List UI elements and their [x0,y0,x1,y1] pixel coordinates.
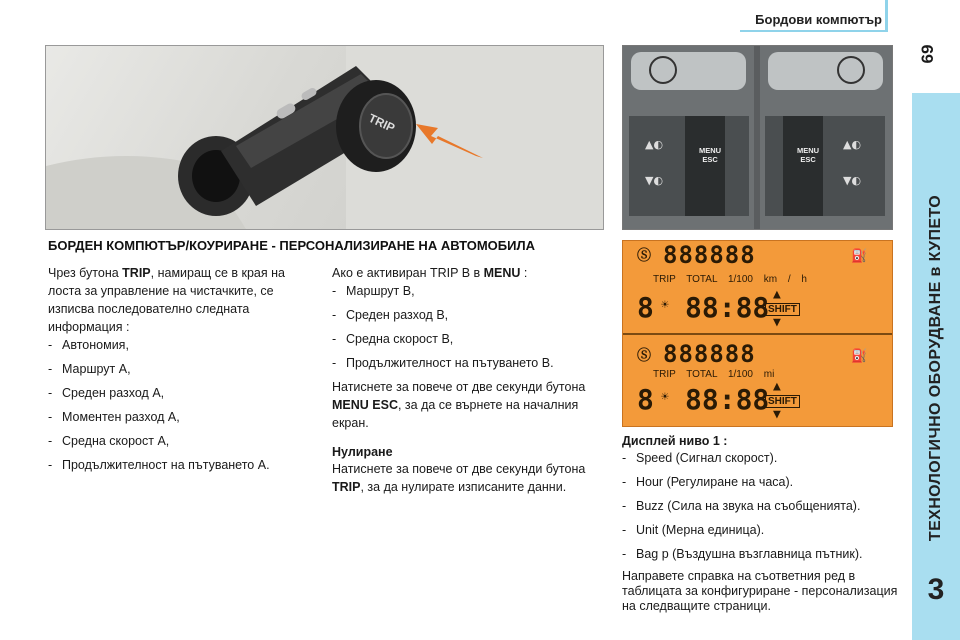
svg-text:▼◐: ▼◐ [843,174,862,187]
svg-text:▲◐: ▲◐ [645,138,664,151]
list-item: - Buzz (Сила на звука на съобщенията). [622,497,902,515]
display-level-heading: Дисплей ниво 1 : [622,434,728,448]
header-tick [885,0,888,32]
column-right [622,433,902,614]
label-trip-2: TRIP [653,369,676,380]
menu-esc-keyword: MENU ESC [332,398,398,412]
trip-keyword-2: TRIP [332,480,361,494]
light-icon: ☀ [661,298,669,313]
list-item: - Продължителност на пътуването А. [48,456,303,474]
reset-instruction: Натиснете за повече от две секунди бутона TRIP, за да нулирате изписаните данни. [332,462,586,494]
arrow-down-icon-2: ▼ [773,407,781,422]
shift-label-2: SHIFT [765,395,800,408]
label-units: 1/100 km / h [727,274,807,285]
menu-keyword: MENU [483,266,521,280]
display-digit-2: 8 [637,383,654,416]
shift-label-1: SHIFT [765,303,800,316]
trip-button-label: TRIP [366,110,398,136]
dashboard-illustration [623,46,892,229]
display-odometer-2: 888888 [663,340,756,368]
list-item: - Speed (Сигнал скорост). [622,449,902,467]
trip-a-list [48,336,303,474]
list-item: - Среден разход А, [48,384,303,402]
display-divider [623,333,892,335]
display-illustration [622,240,893,427]
list-item: - Unit (Мерна единица). [622,521,902,539]
chapter-number: 3 [927,573,945,606]
display-clock-1: 88:88 [685,291,770,324]
fuel-icon-2: ⛽ [851,349,868,364]
menu-esc-label-left: MENU ESC [699,146,722,164]
trip-icon: Ⓢ [637,248,651,264]
fuel-icon: ⛽ [851,249,868,264]
list-item: - Средна скорост А, [48,432,303,450]
arrow-up-icon-2: ▲ [773,379,781,394]
menu-intro: Ако е активиран TRIP B в MENU : [332,266,528,280]
display-clock-2: 88:88 [685,383,770,416]
header-rule [740,30,885,32]
list-item: - Bag p (Въздушна възглавница пътник). [622,545,902,563]
label-trip: TRIP [653,274,676,285]
display-labels-2 [653,369,774,380]
svg-text:▲◐: ▲◐ [843,138,862,151]
return-instruction: Натиснете за повече от две секунди бутона MENU ESC, за да се върнете на началния екран. [332,380,586,430]
stalk-illustration [46,46,603,229]
label-total-2: TOTAL [686,369,718,380]
list-item: - Маршрут B, [332,282,602,300]
arrow-up-icon: ▲ [773,287,781,302]
menu-buttons-photo [622,45,893,230]
list-item: - Hour (Регулиране на часа). [622,473,902,491]
list-item: - Моментен разход А, [48,408,303,426]
chapter-title: ТЕХНОЛОГИЧНО ОБОРУДВАНЕ в КУПЕТО [927,194,944,542]
running-header: Бордови компютър [755,12,882,27]
display-digit-1: 8 [637,291,654,324]
list-item: - Продължителност на пътуването B. [332,354,602,372]
stalk-photo [45,45,604,230]
column-middle [332,264,602,496]
light-icon-2: ☀ [661,390,669,405]
chapter-side-tab [912,93,960,640]
display-labels-1 [653,274,807,285]
intro-paragraph: Чрез бутона TRIP, намиращ се в края на лоста за управление на чистачките, се изписва последователно следната информация : [48,266,285,334]
menu-esc-label-right: MENU ESC [797,146,820,164]
list-item: - Среден разход B, [332,306,602,324]
trip-icon-2: Ⓢ [637,348,651,364]
display-level-list [622,449,902,563]
list-item: - Маршрут А, [48,360,303,378]
arrow-down-icon: ▼ [773,315,781,330]
svg-text:▼◐: ▼◐ [645,174,664,187]
list-item: - Автономия, [48,336,303,354]
reset-heading: Нулиране [332,445,393,459]
trip-keyword: TRIP [122,266,151,280]
section-heading: БОРДЕН КОМПЮТЪР/КОУРИРАНЕ - ПЕРСОНАЛИЗИРАНЕ НА АВТОМОБИЛА [48,238,535,253]
trip-b-list [332,282,602,372]
display-odometer-1: 888888 [663,241,756,269]
reference-note: Направете справка на съответния ред в таблицата за конфигуриране - персонализация на следващите страници. [622,569,898,613]
label-units-2: 1/100 mi [727,369,775,380]
list-item: - Средна скорост B, [332,330,602,348]
page-number: 69 [918,44,937,64]
column-left [48,264,303,480]
label-total: TOTAL [686,274,718,285]
